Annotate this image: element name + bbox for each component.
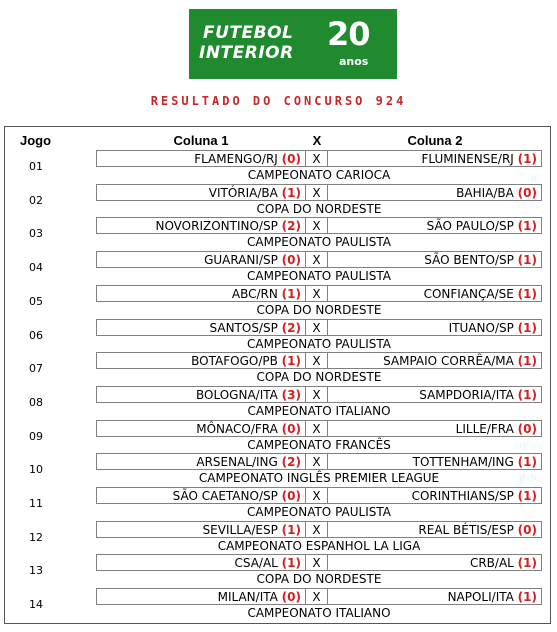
home-team-name: ARSENAL/ING [196,455,278,470]
versus-x: X [306,521,328,538]
game-row [0,150,557,184]
away-team-score: (1) [517,253,537,268]
home-team-cell [96,521,306,538]
home-team-score: (1) [281,185,301,200]
game-number: 05 [29,294,43,308]
home-team-score: (1) [281,556,301,571]
away-team-cell [328,420,542,437]
away-team-score: (1) [517,489,537,503]
game-row [0,386,557,420]
logo-line2: INTERIOR [199,43,294,63]
home-team-name: SANTOS/SP [209,320,278,335]
away-team-name: SAMPAIO CORRÊA/MA [383,354,514,369]
versus-x: X [306,352,328,369]
competition-label: CAMPEONATO PAULISTA [247,235,391,250]
logo-line1: FUTEBOL [203,23,294,43]
away-team-name: SAMPDORIA/ITA [419,387,514,402]
versus-x: X [306,217,328,234]
game-number: 06 [29,328,43,342]
away-team-score: (0) [517,522,537,537]
away-team-cell [328,453,542,470]
home-team-score: (1) [281,354,301,369]
home-team-score: (0) [281,590,301,605]
away-team-cell [328,588,542,605]
home-team-cell [96,184,306,201]
home-team-name: MILAN/ITA [217,590,278,605]
versus-x: X [306,420,328,437]
away-team-score: (1) [517,320,537,335]
away-team-name: LILLE/FRA [455,421,514,436]
away-team-name: REAL BÉTIS/ESP [418,522,514,537]
game-row [0,521,557,555]
competition-label: CAMPEONATO CARIOCA [247,168,391,182]
versus-x: X [306,487,328,504]
home-team-name: BOLOGNA/ITA [196,387,278,402]
futebol-interior-logo [189,9,397,79]
competition-label: COPA DO NORDESTE [256,302,382,317]
away-team-name: FLUMINENSE/RJ [421,152,514,166]
page-title: RESULTADO DO CONCURSO 924 [150,94,407,108]
competition-label: CAMPEONATO ESPANHOL LA LIGA [217,538,421,553]
home-team-name: NOVORIZONTINO/SP [155,219,278,234]
game-row [0,285,557,319]
competition-label: COPA DO NORDESTE [256,572,382,587]
game-row [0,420,557,454]
versus-x: X [306,251,328,268]
away-team-score: (1) [517,219,537,234]
game-number: 01 [29,160,43,173]
logo-anniversary-number: 20 [327,15,370,53]
away-team-score: (1) [517,387,537,402]
away-team-name: CORINTHIANS/SP [411,489,514,503]
game-row [0,184,557,218]
competition-label: CAMPEONATO PAULISTA [247,269,391,284]
away-team-cell [328,386,542,403]
home-team-cell [96,453,306,470]
home-team-score: (3) [281,387,301,402]
home-team-name: FLAMENGO/RJ [194,152,278,166]
competition-label: CAMPEONATO ITALIANO [247,403,391,418]
game-number: 12 [29,530,43,544]
versus-x: X [306,319,328,336]
competition-label: CAMPEONATO PAULISTA [247,336,391,351]
away-team-cell [328,554,542,571]
away-team-score: (1) [517,286,537,301]
away-team-score: (0) [517,185,537,200]
home-team-name: ABC/RN [231,286,278,301]
home-team-cell [96,285,306,302]
home-team-score: (2) [281,219,301,234]
game-row [0,319,557,353]
game-row [0,453,557,487]
home-team-score: (0) [281,152,301,166]
home-team-score: (1) [281,522,301,537]
home-team-cell [96,352,306,369]
game-row [0,217,557,251]
home-team-name: GUARANI/SP [204,253,278,268]
away-team-cell [328,285,542,302]
home-team-cell [96,588,306,605]
away-team-cell [328,352,542,369]
logo-anos: anos [339,55,369,68]
game-number: 13 [29,564,43,578]
versus-x: X [306,453,328,470]
away-team-score: (1) [517,590,537,605]
header-coluna-1: Coluna 1 [173,133,229,148]
away-team-name: SÃO BENTO/SP [424,253,514,268]
home-team-score: (0) [281,421,301,436]
home-team-name: SEVILLA/ESP [202,522,278,537]
versus-x: X [306,285,328,302]
home-team-cell [96,251,306,268]
game-number: 09 [29,429,43,443]
home-team-cell [96,150,306,167]
home-team-cell [96,554,306,571]
away-team-name: SÃO PAULO/SP [426,219,514,234]
away-team-name: ITUANO/SP [448,320,514,335]
away-team-score: (1) [517,354,537,369]
home-team-cell [96,487,306,504]
versus-x: X [306,588,328,605]
game-number: 14 [29,598,43,612]
away-team-cell [328,487,542,504]
home-team-name: SÃO CAETANO/SP [172,489,278,503]
versus-x: X [306,554,328,571]
competition-label: CAMPEONATO FRANCÊS [247,437,391,452]
game-number: 04 [29,261,43,275]
home-team-name: BOTAFOGO/PB [191,354,278,369]
away-team-name: CRB/AL [469,556,514,571]
home-team-name: CSA/AL [234,556,278,571]
game-number: 03 [29,227,43,241]
home-team-score: (2) [281,455,301,470]
away-team-cell [328,150,542,167]
home-team-score: (0) [281,253,301,268]
game-number: 02 [29,193,43,207]
home-team-cell [96,420,306,437]
home-team-name: MÔNACO/FRA [196,421,278,436]
away-team-name: NAPOLI/ITA [447,590,514,605]
versus-x: X [306,184,328,201]
versus-x: X [306,386,328,403]
away-team-cell [328,184,542,201]
home-team-cell [96,217,306,234]
away-team-cell [328,251,542,268]
game-number: 10 [29,463,43,477]
away-team-cell [328,217,542,234]
home-team-cell [96,386,306,403]
away-team-name: BAHIA/BA [456,185,514,200]
away-team-score: (0) [517,421,537,436]
competition-label: CAMPEONATO PAULISTA [247,505,391,519]
away-team-score: (1) [517,455,537,470]
game-row [0,251,557,285]
competition-label: COPA DO NORDESTE [256,370,382,385]
home-team-name: VITÓRIA/BA [208,185,278,200]
header-jogo: Jogo [20,133,52,148]
away-team-name: CONFIANÇA/SE [423,286,514,301]
home-team-score: (2) [281,320,301,335]
home-team-cell [96,319,306,336]
home-team-score: (0) [281,489,301,503]
game-number: 07 [29,362,43,376]
header-coluna-2: Coluna 2 [407,133,463,148]
competition-label: CAMPEONATO ITALIANO [247,606,391,621]
home-team-score: (1) [281,286,301,301]
game-row [0,487,557,521]
game-number: 11 [29,497,43,510]
competition-label: COPA DO NORDESTE [256,201,382,216]
game-row [0,352,557,386]
away-team-name: TOTTENHAM/ING [412,455,514,470]
away-team-score: (1) [517,556,537,571]
versus-x: X [306,150,328,167]
header-x: X [312,133,322,148]
away-team-cell [328,319,542,336]
competition-label: CAMPEONATO INGLÊS PREMIER LEAGUE [198,471,440,486]
away-team-cell [328,521,542,538]
away-team-score: (1) [517,152,537,166]
game-number: 08 [29,395,43,409]
game-row [0,554,557,588]
game-row [0,588,557,622]
